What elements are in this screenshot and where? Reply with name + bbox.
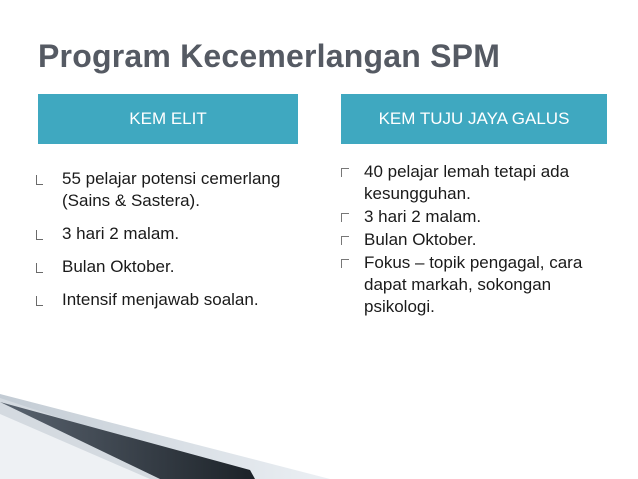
list-item-text: Intensif menjawab soalan. (62, 290, 259, 309)
bullet-icon (341, 259, 349, 268)
bullet-icon (36, 175, 43, 185)
list-item (338, 161, 608, 205)
header-kem-elit-label: KEM ELIT (129, 109, 207, 128)
bullet-icon (341, 236, 349, 245)
list-item (36, 256, 286, 278)
slide-title: Program Kecemerlangan SPM (38, 38, 501, 74)
list-item-text: 3 hari 2 malam. (364, 207, 482, 226)
bullet-icon (36, 230, 43, 240)
list-item (36, 289, 286, 311)
list-item-text: 40 pelajar lemah tetapi ada kesungguhan. (364, 162, 570, 203)
list-item-text: Bulan Oktober. (364, 230, 477, 249)
list-item-text: 3 hari 2 malam. (62, 224, 180, 243)
list-item (338, 229, 608, 251)
header-kem-tuju-jaya-galus (341, 94, 607, 144)
left-bullet-list (36, 168, 286, 322)
list-item (36, 223, 286, 245)
header-kem-elit (38, 94, 298, 144)
bullet-icon (36, 296, 43, 306)
list-item (338, 252, 608, 318)
list-item-text: 55 pelajar potensi cemerlang (Sains & Sastera). (62, 169, 281, 210)
header-kem-tuju-jaya-galus-label: KEM TUJU JAYA GALUS (378, 109, 570, 128)
list-item-text: Bulan Oktober. (62, 257, 175, 276)
list-item (338, 206, 608, 228)
list-item (36, 168, 286, 212)
bullet-icon (36, 263, 43, 273)
bullet-icon (341, 213, 349, 222)
list-item-text: Fokus – topik pengagal, cara dapat markah, sokongan psikologi. (364, 253, 583, 316)
right-bullet-list (338, 161, 608, 319)
bullet-icon (341, 168, 349, 177)
